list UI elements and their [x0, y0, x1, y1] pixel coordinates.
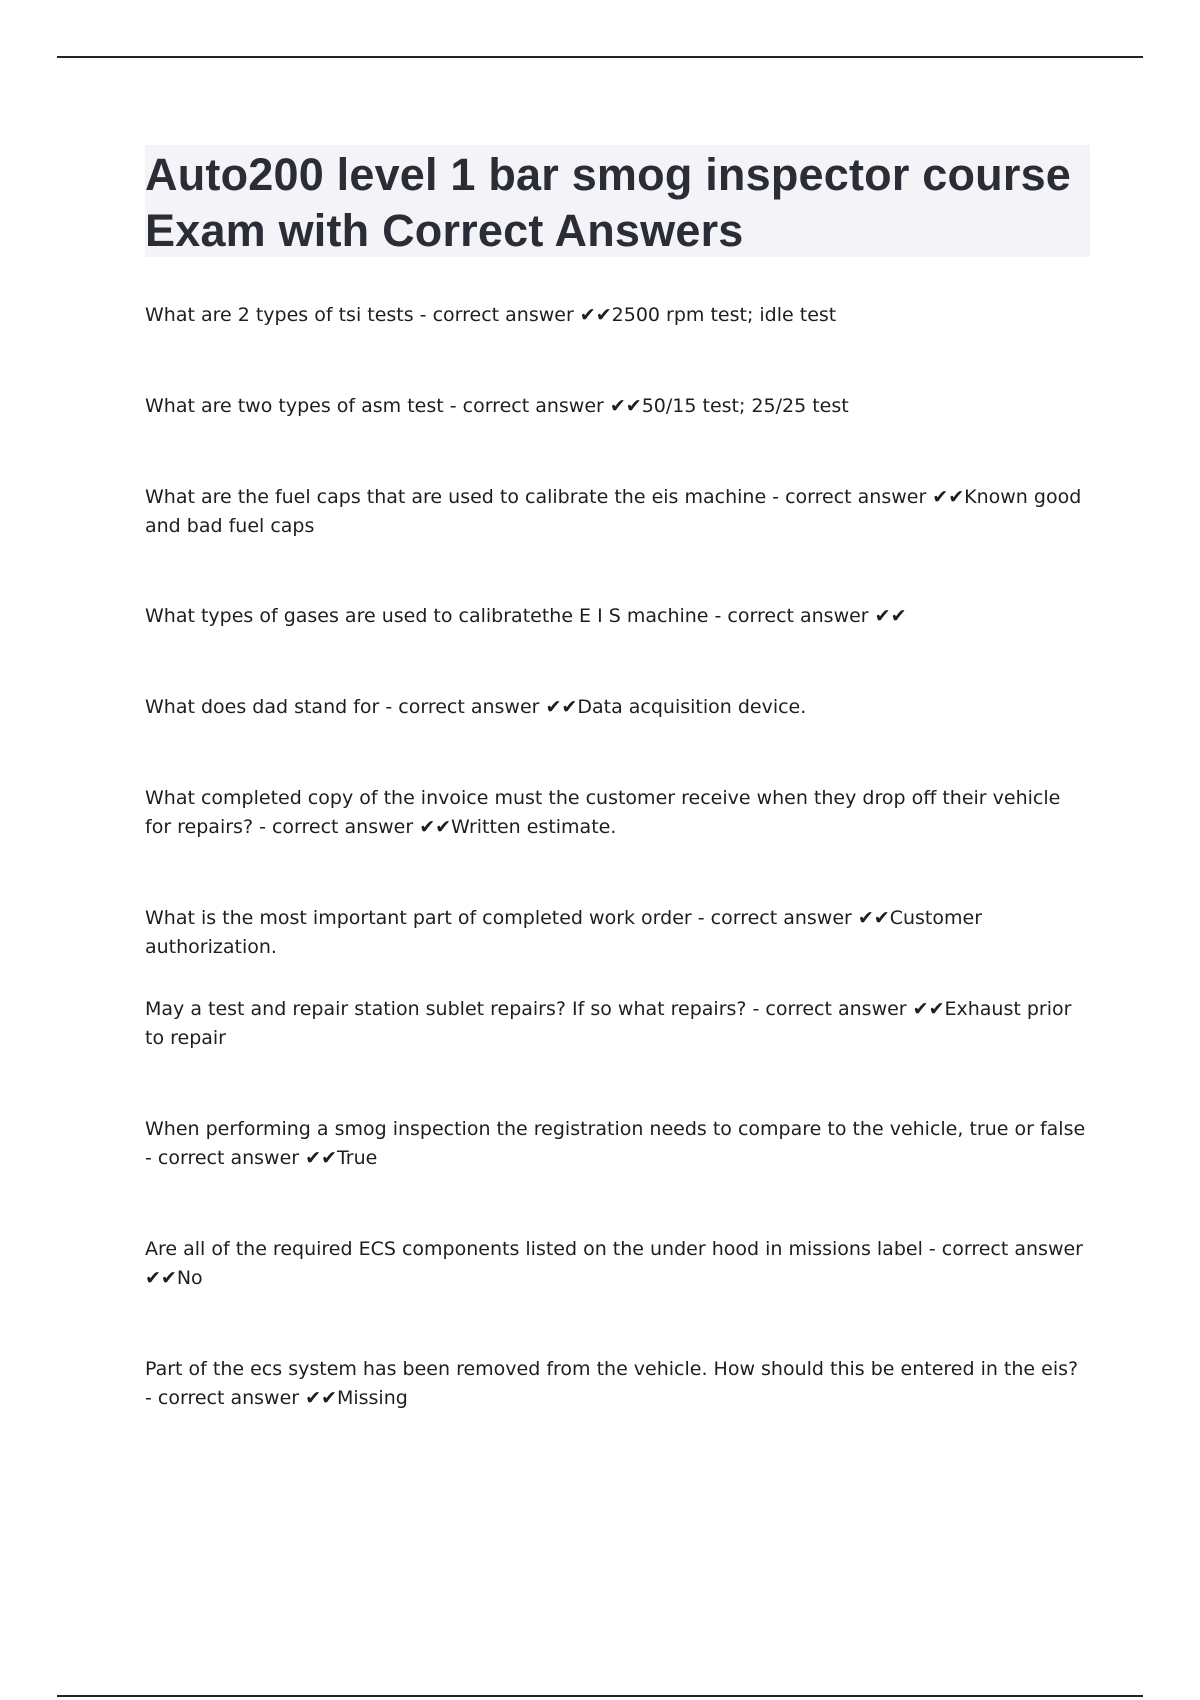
- qa-item: May a test and repair station sublet repairs? If so what repairs? - correct answer ✔✔Exhaust prior to repair: [145, 998, 1072, 1049]
- qa-item: What are two types of asm test - correct answer ✔✔50/15 test; 25/25 test: [145, 395, 849, 417]
- qa-item: When performing a smog inspection the registration needs to compare to the vehicle, true or false - correct answer ✔✔True: [145, 1118, 1086, 1169]
- top-divider: [57, 56, 1143, 58]
- title-block: [145, 145, 1090, 257]
- qa-item: Are all of the required ECS components listed on the under hood in missions label - correct answer ✔✔No: [145, 1238, 1083, 1289]
- qa-item: Part of the ecs system has been removed from the vehicle. How should this be entered in the eis? - correct answer ✔✔Missing: [145, 1358, 1079, 1409]
- qa-item: What are the fuel caps that are used to calibrate the eis machine - correct answer ✔✔Known good and bad fuel caps: [145, 486, 1082, 537]
- bottom-divider: [57, 1695, 1143, 1697]
- qa-item: What does dad stand for - correct answer ✔✔Data acquisition device.: [145, 696, 807, 718]
- qa-item: What are 2 types of tsi tests - correct answer ✔✔2500 rpm test; idle test: [145, 304, 837, 326]
- qa-item: What is the most important part of completed work order - correct answer ✔✔Customer authorization.: [145, 907, 983, 958]
- page-title: Auto200 level 1 bar smog inspector course Exam with Correct Answers: [145, 149, 1072, 256]
- qa-item: What completed copy of the invoice must the customer receive when they drop off their vehicle for repairs? - correct answer ✔✔Written estimate.: [145, 787, 1061, 838]
- qa-item: What types of gases are used to calibratethe E I S machine - correct answer ✔✔: [145, 605, 907, 627]
